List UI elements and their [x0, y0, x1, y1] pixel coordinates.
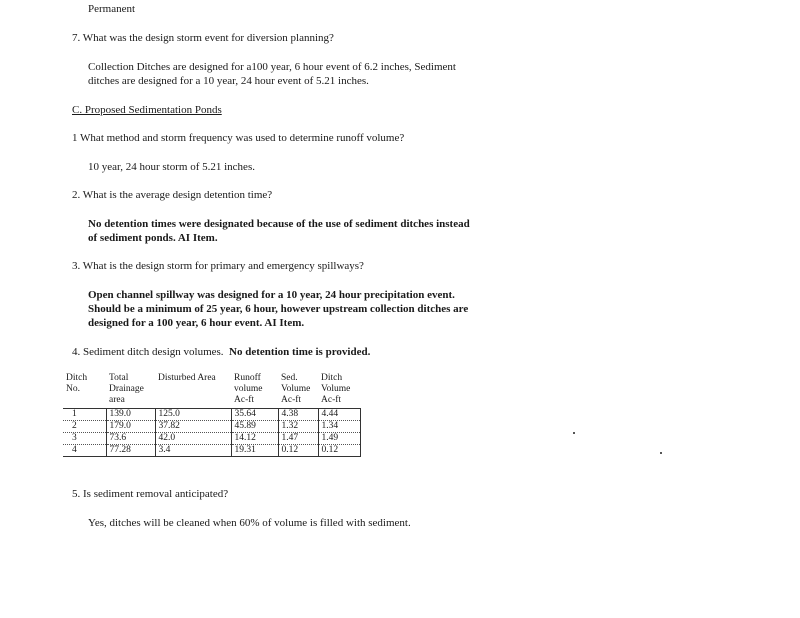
cell-sed-volume: 4.38	[278, 409, 318, 421]
scan-speck	[660, 452, 662, 454]
cell-disturbed-area: 3.4	[155, 445, 231, 457]
table-row	[63, 421, 360, 433]
cell-ditch-no: 2	[63, 421, 106, 433]
cell-sed-volume: 1.47	[278, 433, 318, 445]
cell-ditch-volume: 4.44	[318, 409, 360, 421]
table-row	[63, 433, 360, 445]
cell-total-drainage: 139.0	[106, 409, 155, 421]
section-c-heading: C. Proposed Sedimentation Ponds	[72, 104, 222, 116]
cell-ditch-volume: 0.12	[318, 445, 360, 457]
ditch-volume-table	[63, 372, 361, 457]
header-total-drainage-area: Total Drainage area	[106, 372, 155, 409]
header-sed-volume: Sed. Volume Ac-ft	[278, 372, 318, 409]
cell-ditch-no: 3	[63, 433, 106, 445]
cell-runoff-volume: 14.12	[231, 433, 278, 445]
cell-runoff-volume: 45.89	[231, 421, 278, 433]
question-4-note: No detention time is provided.	[229, 346, 371, 358]
answer-5: Yes, ditches will be cleaned when 60% of volume is filled with sediment.	[88, 517, 411, 529]
cell-total-drainage: 73.6	[106, 433, 155, 445]
header-ditch-no: Ditch No.	[63, 372, 106, 409]
answer-2-line2: of sediment ponds. AI Item.	[88, 232, 218, 244]
question-4-text: 4. Sediment ditch design volumes.	[72, 346, 224, 358]
cell-runoff-volume: 35.64	[231, 409, 278, 421]
header-ditch-volume: Ditch Volume Ac-ft	[318, 372, 360, 409]
cell-total-drainage: 179.0	[106, 421, 155, 433]
cell-sed-volume: 1.32	[278, 421, 318, 433]
cell-ditch-no: 4	[63, 445, 106, 457]
cell-ditch-no: 1	[63, 409, 106, 421]
cell-disturbed-area: 37.82	[155, 421, 231, 433]
answer-3-line1: Open channel spillway was designed for a 10 year, 24 hour precipitation event.	[88, 289, 455, 301]
table-row	[63, 445, 360, 457]
question-7: 7. What was the design storm event for diversion planning?	[72, 32, 334, 44]
question-2: 2. What is the average design detention time?	[72, 189, 273, 201]
previous-answer: Permanent	[88, 3, 136, 15]
answer-7-line2: ditches are designed for a 10 year, 24 hour event of 5.21 inches.	[88, 75, 369, 87]
cell-disturbed-area: 42.0	[155, 433, 231, 445]
question-1: 1 What method and storm frequency was used to determine runoff volume?	[72, 132, 405, 144]
cell-sed-volume: 0.12	[278, 445, 318, 457]
cell-ditch-volume: 1.49	[318, 433, 360, 445]
answer-7-line1: Collection Ditches are designed for a100 year, 6 hour event of 6.2 inches, Sediment	[88, 61, 456, 73]
cell-disturbed-area: 125.0	[155, 409, 231, 421]
answer-3-line2: Should be a minimum of 25 year, 6 hour, however upstream collection ditches are	[88, 303, 469, 315]
answer-3-line3: designed for a 100 year, 6 hour event. AI Item.	[88, 317, 305, 329]
cell-ditch-volume: 1.34	[318, 421, 360, 433]
cell-runoff-volume: 19.31	[231, 445, 278, 457]
question-3: 3. What is the design storm for primary and emergency spillways?	[72, 260, 364, 272]
scan-speck	[573, 432, 575, 434]
question-4	[72, 345, 370, 359]
answer-1: 10 year, 24 hour storm of 5.21 inches.	[88, 161, 255, 173]
question-5: 5. Is sediment removal anticipated?	[72, 488, 229, 500]
cell-total-drainage: 77.28	[106, 445, 155, 457]
table-row	[63, 409, 360, 421]
header-runoff-volume: Runoff volume Ac-ft	[231, 372, 278, 409]
header-disturbed-area: Disturbed Area	[155, 372, 231, 409]
answer-2-line1: No detention times were designated because of the use of sediment ditches instead	[88, 218, 470, 230]
table-header-row	[63, 372, 360, 409]
